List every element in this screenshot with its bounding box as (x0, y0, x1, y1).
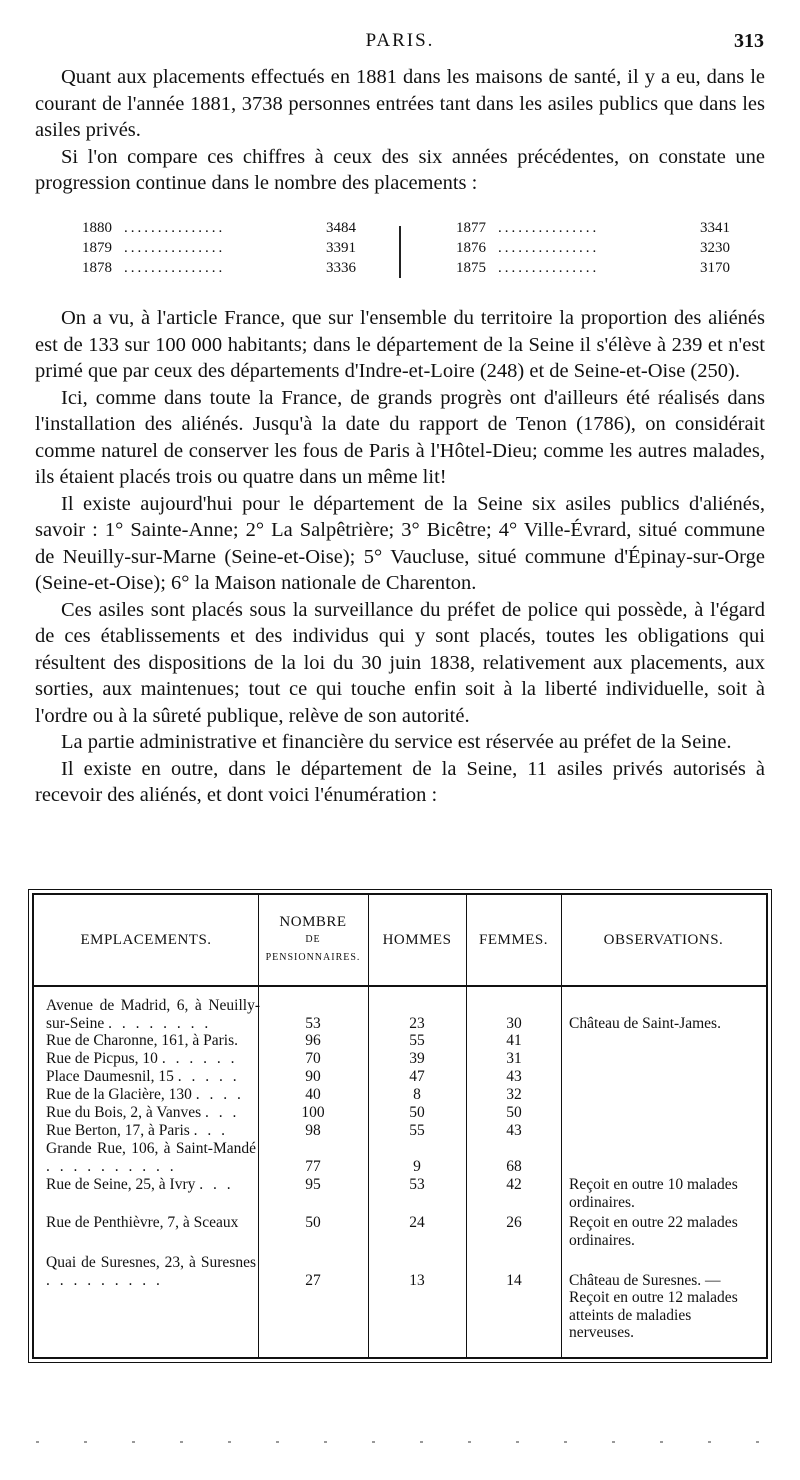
paragraph-proportion: On a vu, à l'article France, que sur l'ensemble du territoire la proportion des aliénés est de 133 sur 100 000 habitants; dans le département de la Seine il s'élève à 239 et n'est primé que par ceux des départements d'Indre-et-Loire (248) et de Seine-et-Oise (250). (35, 307, 765, 382)
intro-text (35, 64, 765, 197)
cell-notes: Reçoit en outre 10 malades ordinaires. (569, 1176, 738, 1211)
cell-women: 26 (506, 1214, 522, 1231)
cell-total: 95 (305, 1176, 321, 1193)
cell-location: Quai de Suresnes, 23, à Suresnes . . . . . . . . . (46, 1254, 256, 1289)
page-number: 313 (734, 30, 764, 52)
year-row (82, 218, 356, 238)
paragraph-comparison: Si l'on compare ces chiffres à ceux des six années précédentes, on constate une progression continue dans le nombre des placements : (35, 145, 765, 194)
cell-women: 31 (506, 1050, 522, 1067)
header-count (258, 895, 368, 985)
cell-total: 50 (305, 1214, 321, 1231)
cell-women: 50 (506, 1104, 522, 1121)
cell-location: Rue de la Glacière, 130 . . . . (46, 1086, 244, 1103)
year-value: 3341 (700, 220, 730, 236)
cell-location: Avenue de Madrid, 6, à Neuilly-sur-Seine . . . . . . . . (46, 997, 260, 1032)
paragraph-surveillance: Ces asiles sont placés sous la surveillance du préfet de police qui possède, à l'égard de ces établissements et des individus qui y sont placés, toutes les obligations qui résultent des dispositions de la loi du 30 juin 1838, relativement aux placements, aux sorties, aux maintenues; tout ce qui touche enfin soit à la liberté individuelle, soit à l'ordre ou à la sûreté publique, relève de son autorité. (35, 598, 765, 727)
cell-notes: Reçoit en outre 22 malades ordinaires. (569, 1214, 738, 1249)
cell-location: Grande Rue, 106, à Saint-Mandé . . . . . . . . . . (46, 1140, 256, 1175)
leader-dots: ............... (498, 240, 600, 256)
year-label: 1878 (82, 260, 112, 276)
year-row (456, 238, 730, 258)
cell-total: 100 (301, 1104, 325, 1121)
cell-location: Rue de Picpus, 10 . . . . . . (46, 1050, 238, 1067)
year-label: 1879 (82, 240, 112, 256)
header-count-mid: DE (305, 934, 321, 945)
cell-men: 8 (413, 1086, 421, 1103)
year-label: 1876 (456, 240, 486, 256)
cell-women: 30 (506, 1014, 522, 1032)
year-value: 3484 (326, 220, 356, 236)
cell-women: 68 (506, 1157, 522, 1175)
cell-women: 32 (506, 1086, 522, 1103)
cell-men: 24 (409, 1214, 425, 1231)
paragraph-placements-1881: Quant aux placements effectués en 1881 dans les maisons de santé, il y a eu, dans le courant de l'année 1881, 3738 personnes entrées tant dans les asiles publics que dans les asiles privés. (35, 66, 765, 141)
header-count-bottom: PENSIONNAIRES. (265, 952, 361, 963)
cell-men: 39 (409, 1050, 425, 1067)
leader-dots: ............... (498, 260, 600, 276)
cell-total: 90 (305, 1068, 321, 1085)
cell-notes: Château de Saint-James. (569, 1014, 721, 1032)
body-text (35, 305, 765, 809)
year-row (82, 238, 356, 258)
header-notes: OBSERVATIONS. (603, 931, 724, 948)
paragraph-private-asylums: Il existe en outre, dans le département de la Seine, 11 asiles privés autorisés à recevoir des aliénés, et dont voici l'énumération : (35, 757, 765, 806)
cell-location: Rue de Charonne, 161, à Paris. (46, 1032, 238, 1049)
private-asylums-table (32, 893, 768, 1359)
running-head: PARIS. (365, 30, 435, 51)
cell-location: Rue de Penthièvre, 7, à Sceaux (46, 1214, 239, 1231)
cell-total: 77 (305, 1157, 321, 1175)
year-value: 3336 (326, 260, 356, 276)
cell-men: 53 (409, 1176, 425, 1193)
cell-women: 42 (506, 1176, 522, 1193)
yearly-placements-table (82, 218, 730, 278)
header-women: FEMMES. (479, 931, 548, 948)
cell-total: 40 (305, 1086, 321, 1103)
cell-location: Rue du Bois, 2, à Vanves . . . (46, 1104, 240, 1121)
leader-dots: ............... (124, 260, 226, 276)
cell-men: 55 (409, 1122, 425, 1139)
cell-total: 53 (305, 1014, 321, 1032)
year-value: 3230 (700, 240, 730, 256)
year-value: 3170 (700, 260, 730, 276)
cell-women: 14 (506, 1271, 522, 1289)
leader-dots: ............... (124, 220, 226, 236)
cell-women: 43 (506, 1122, 522, 1139)
paragraph-history: Ici, comme dans toute la France, de grands progrès ont d'ailleurs été réalisés dans l'installation des aliénés. Jusqu'à la date du rapport de Tenon (1786), on considérait comme naturel de conserver les fous de Paris à l'Hôtel-Dieu; comme les autres malades, ils étaient placés trois ou quatre dans un même lit! (35, 386, 765, 488)
cell-location: Rue Berton, 17, à Paris . . . (46, 1122, 229, 1139)
cell-notes: Château de Suresnes. — Reçoit en outre 12 malades atteints de maladies nerveuses. (569, 1271, 738, 1341)
paragraph-public-asylums: Il existe aujourd'hui pour le département de la Seine six asiles publics d'aliénés, savoir : 1° Sainte-Anne; 2° La Salpêtrière; 3° Bicêtre; 4° Ville-Évrard, situé commune de Neuilly-sur-Marne (Seine-et-Oise); 5° Vaucluse, situé commune d'Épinay-sur-Orge (Seine-et-Oise); 6° la Maison nationale de Charenton. (35, 492, 765, 594)
cell-women: 41 (506, 1032, 522, 1049)
header-men: HOMMES (382, 931, 452, 948)
header-count-top: NOMBRE (279, 914, 347, 930)
cell-women: 43 (506, 1068, 522, 1085)
year-row (456, 218, 730, 238)
bottom-dotted-rule (36, 1441, 764, 1443)
cell-total: 98 (305, 1122, 321, 1139)
year-label: 1880 (82, 220, 112, 236)
cell-total: 70 (305, 1050, 321, 1067)
leader-dots: ............... (124, 240, 226, 256)
cell-location: Rue de Seine, 25, à Ivry . . . (46, 1176, 234, 1193)
paragraph-administration: La partie administrative et financière du service est réservée au préfet de la Seine. (61, 731, 732, 753)
year-row (82, 258, 356, 278)
cell-men: 55 (409, 1032, 425, 1049)
page-header (0, 30, 800, 54)
header-location: EMPLACEMENTS. (80, 931, 212, 948)
cell-men: 50 (409, 1104, 425, 1121)
years-left-column (82, 218, 356, 278)
cell-location: Place Daumesnil, 15 . . . . . (46, 1068, 240, 1085)
years-right-column (456, 218, 730, 278)
cell-men: 9 (413, 1157, 421, 1175)
cell-men: 13 (409, 1271, 425, 1289)
cell-men: 23 (409, 1014, 425, 1032)
year-row (456, 258, 730, 278)
cell-total: 96 (305, 1032, 321, 1049)
cell-men: 47 (409, 1068, 425, 1085)
header-rule (34, 985, 766, 987)
leader-dots: ............... (498, 220, 600, 236)
column-divider (399, 226, 401, 278)
year-label: 1875 (456, 260, 486, 276)
year-value: 3391 (326, 240, 356, 256)
cell-total: 27 (305, 1271, 321, 1289)
year-label: 1877 (456, 220, 486, 236)
